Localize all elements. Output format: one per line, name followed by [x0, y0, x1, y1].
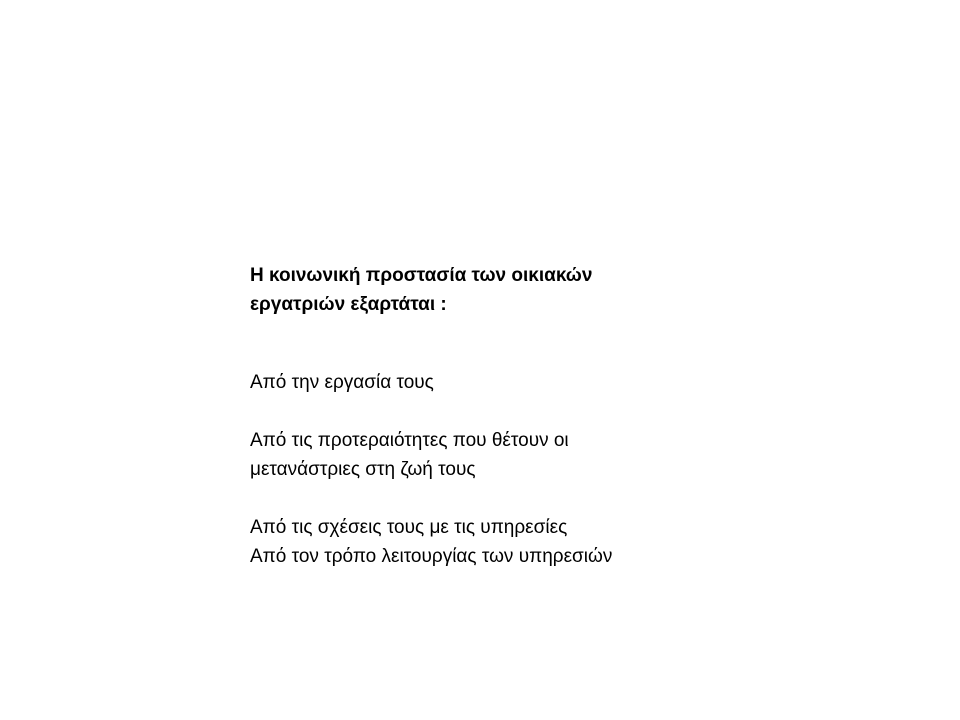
- heading-line: εργατριών εξαρτάται :: [250, 294, 447, 315]
- list-item: [250, 513, 910, 542]
- list-item: [250, 542, 910, 571]
- list-item: [250, 368, 910, 397]
- list-item: [250, 426, 910, 484]
- heading-line: Η κοινωνική προστασία των οικιακών: [250, 265, 593, 286]
- list-item-line: Από τις σχέσεις τους με τις υπηρεσίες: [250, 517, 568, 538]
- list-item-line: Από την εργασία τους: [250, 372, 434, 393]
- list-item-line: μετανάστριες στη ζωή τους: [250, 459, 476, 480]
- slide-content: [250, 261, 910, 571]
- slide-heading: [250, 261, 910, 319]
- list-item-line: Από τις προτεραιότητες που θέτουν οι: [250, 430, 569, 451]
- list-item-line: Από τον τρόπο λειτουργίας των υπηρεσιών: [250, 546, 613, 567]
